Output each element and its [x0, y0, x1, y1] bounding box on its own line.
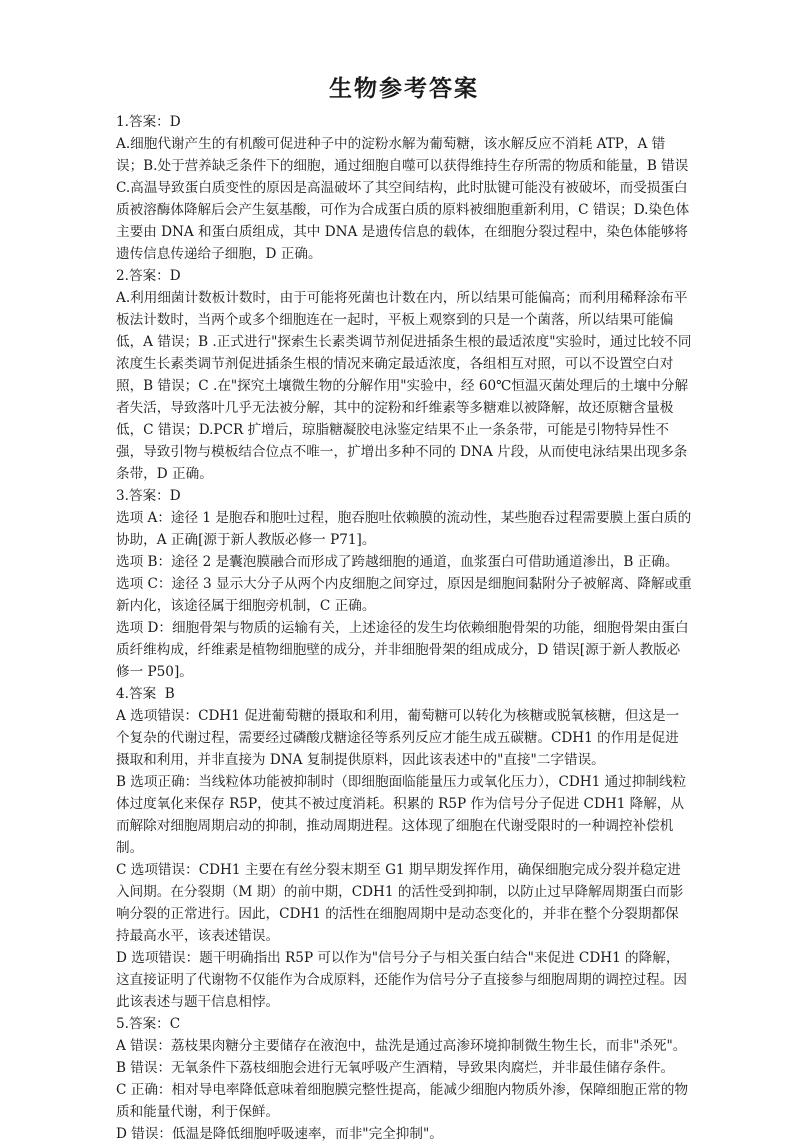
- question-2-block: [116, 265, 692, 485]
- question-2-answer: 2.答案：D: [116, 268, 181, 284]
- page-title: 生物参考答案: [329, 76, 479, 102]
- question-5-option-d: D 错误：低温是降低细胞呼吸速率，而非"完全抑制"。: [116, 1126, 443, 1142]
- question-4-option-a: A 选项错误：CDH1 促进葡萄糖的摄取和利用，葡萄糖可以转化为核糖或脱氧核糖，但这是一个复杂的代谢过程，需要经过磷酸戊糖途径等系列反应才能生成五碳糖。CDH1 的作用是促进摄取和利用，并非直接为 DNA 复制提供原料，因此该表述中的"直接"二字错误。: [116, 708, 680, 768]
- question-3-option-d: 选项 D：细胞骨架与物质的运输有关，上述途径的发生均依赖细胞骨架的功能，细胞骨架由蛋白质纤维构成，纤维素是植物细胞壁的成分，并非细胞骨架的组成成分，D 错误[源于新人教版必修一 P50]。: [116, 620, 689, 680]
- question-5-block: [116, 1013, 692, 1145]
- question-5-answer: 5.答案：C: [116, 1016, 181, 1032]
- question-1-block: [116, 111, 692, 265]
- question-3-answer: 3.答案：D: [116, 488, 181, 504]
- question-3-option-b: 选项 B：途径 2 是囊泡膜融合而形成了跨越细胞的通道，血浆蛋白可借助通道渗出，B 正确。: [116, 554, 679, 570]
- question-5-option-b: B 错误：无氧条件下荔枝细胞会进行无氧呼吸产生酒精，导致果肉腐烂，并非最佳储存条件。: [116, 1060, 675, 1076]
- question-1-explanation: A.细胞代谢产生的有机酸可促进种子中的淀粉水解为葡萄糖，该水解反应不消耗 ATP，A 错误；B.处于营养缺乏条件下的细胞，通过细胞自噬可以获得维持生存所需的物质和能量，B 错误 C.高温导致蛋白质变性的原因是高温破坏了其空间结构，此时肽键可能没有被破坏，而受损蛋白质被溶酶体降解后会产生氨基酸，可作为合成蛋白质的原料被细胞重新利用，C 错误；D.染色体主要由 DNA 和蛋白质组成，其中 DNA 是遗传信息的载体，在细胞分裂过程中，染色体能够将遗传信息传递给子细胞，D 正确。: [116, 136, 693, 262]
- question-4-answer: 4.答案 B: [116, 686, 175, 702]
- question-3-option-c: 选项 C：途径 3 显示大分子从两个内皮细胞之间穿过，原因是细胞间黏附分子被解离、降解或重新内化，该途径属于细胞旁机制，C 正确。: [116, 576, 692, 614]
- question-5-option-c: C 正确：相对导电率降低意味着细胞膜完整性提高，能减少细胞内物质外渗，保障细胞正常的物质和能量代谢，利于保鲜。: [116, 1082, 689, 1120]
- question-2-explanation: A.利用细菌计数板计数时，由于可能将死菌也计数在内，所以结果可能偏高；而利用稀释涂布平板法计数时，当两个或多个细胞连在一起时，平板上观察到的只是一个菌落，所以结果可能偏低，A 错误；B .正式进行"探索生长素类调节剂促进插条生根的最适浓度"实验时，通过比较不同浓度生长素类调节剂促进插条生根的情况来确定最适浓度，各组相互对照，可以不设置空白对照，B 错误；C .在"探究土壤微生物的分解作用"实验中，经 60℃恒温灭菌处理后的土壤中分解者失活，导致落叶几乎无法被分解，其中的淀粉和纤维素等多糖难以被降解，故还原糖含量极低，C 错误；D.PCR 扩增后，琼脂糖凝胶电泳鉴定结果不止一条条带，可能是引物特异性不强，导致引物与模板结合位点不唯一，扩增出多种不同的 DNA 片段，从而使电泳结果出现多条条带，D 正确。: [116, 290, 692, 482]
- question-5-option-a: A 错误：荔枝果肉糖分主要储存在液泡中，盐洗是通过高渗环境抑制微生物生长，而非"杀死"。: [116, 1038, 687, 1054]
- question-3-option-a: 选项 A：途径 1 是胞吞和胞吐过程，胞吞胞吐依赖膜的流动性，某些胞吞过程需要膜上蛋白质的协助，A 正确[源于新人教版必修一 P71]。: [116, 510, 692, 548]
- question-4-option-b: B 选项正确：当线粒体功能被抑制时（即细胞面临能量压力或氧化压力），CDH1 通过抑制线粒体过度氧化来保存 R5P，使其不被过度消耗。积累的 R5P 作为信号分子促进 CDH1 降解，从而解除对细胞周期启动的抑制，推动周期进程。这体现了细胞在代谢受限时的一种调控补偿机制。: [116, 774, 687, 856]
- question-3-block: [116, 485, 692, 683]
- question-1-answer: 1.答案：D: [116, 114, 181, 130]
- question-4-option-c: C 选项错误：CDH1 主要在有丝分裂末期至 G1 期早期发挥作用，确保细胞完成分裂并稳定进入间期。在分裂期（M 期）的前中期，CDH1 的活性受到抑制，以防止过早降解周期蛋白而影响分裂的正常进行。因此，CDH1 的活性在细胞周期中是动态变化的，并非在整个分裂期都保持最高水平，该表述错误。: [116, 862, 684, 944]
- question-4-block: [116, 683, 692, 1013]
- question-4-option-d: D 选项错误：题干明确指出 R5P 可以作为"信号分子与相关蛋白结合"来促进 CDH1 的降解，这直接证明了代谢物不仅能作为合成原料，还能作为信号分子直接参与细胞周期的调控过程。因此该表述与题干信息相悖。: [116, 950, 687, 1010]
